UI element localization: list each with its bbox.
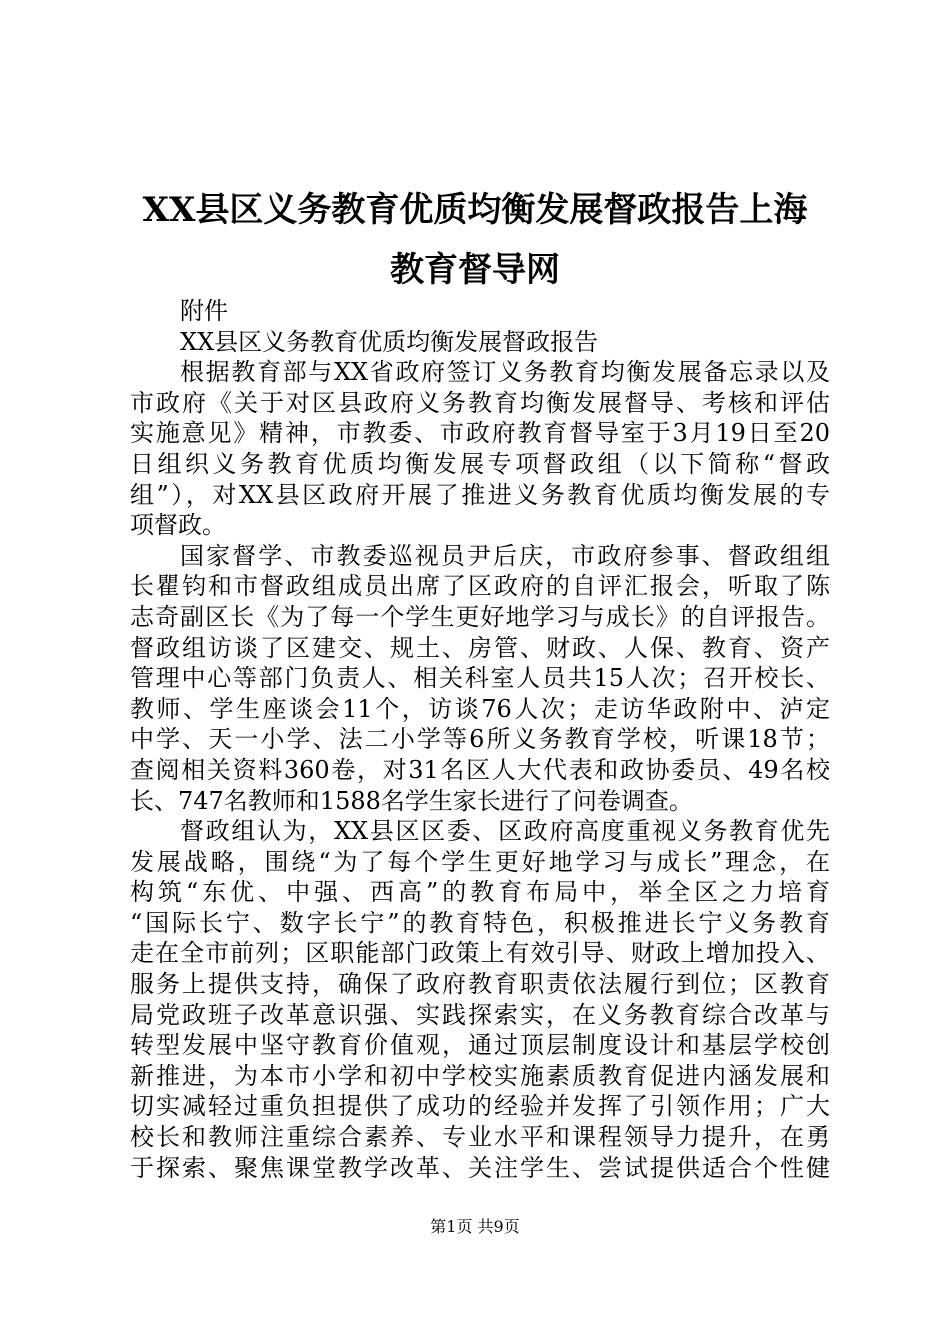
- paragraph-2-line: 长、747名教师和1588名学生家长进行了问卷调查。: [130, 786, 693, 815]
- paragraph-2-line: 志奇副区长《为了每一个学生更好地学习与成长》的自评报告。: [130, 602, 830, 631]
- paragraph-2-line: 国家督学、市教委巡视员尹后庆，市政府参事、督政组组: [180, 541, 830, 570]
- paragraph-3-line: 校长和教师注重综合素养、专业水平和课程领导力提升，在勇: [130, 1123, 830, 1152]
- paragraph-3-line: 转型发展中坚守教育价值观，通过顶层制度设计和基层学校创: [130, 1031, 830, 1060]
- paragraph-1-line: 根据教育部与XX省政府签订义务教育均衡发展备忘录以及: [180, 358, 830, 387]
- document-title-line-1: XX县区义务教育优质均衡发展督政报告上海: [142, 190, 808, 230]
- paragraph-3-line: “国际长宁、数字长宁”的教育特色，积极推进长宁义务教育: [130, 908, 830, 937]
- paragraph-2-line: 管理中心等部门负责人、相关科室人员共15人次；召开校长、: [130, 664, 830, 693]
- paragraph-3-line: 督政组认为，XX县区区委、区政府高度重视义务教育优先: [180, 817, 830, 846]
- paragraph-2-line: 教师、学生座谈会11个，访谈76人次；走访华政附中、泸定: [130, 694, 830, 723]
- document-body: [130, 296, 830, 1183]
- attachment-label: 附件: [180, 297, 228, 325]
- paragraph-3-line: 局党政班子改革意识强、实践探索实，在义务教育综合改革与: [130, 1000, 830, 1029]
- paragraph-1-line: 实施意见》精神，市教委、市政府教育督导室于3月19日至20: [130, 419, 830, 448]
- paragraph-3-line: 构筑“东优、中强、西高”的教育布局中，举全区之力培育: [130, 878, 830, 907]
- paragraph-2-line: 中学、天一小学、法二小学等6所义务教育学校，听课18节；: [130, 725, 830, 754]
- paragraph-1-line: 组”），对XX县区政府开展了推进义务教育优质均衡发展的专: [130, 480, 830, 509]
- paragraph-1-line: 项督政。: [130, 511, 226, 540]
- paragraph-3-line: 服务上提供支持，确保了政府教育职责依法履行到位；区教育: [130, 970, 830, 999]
- paragraph-2-line: 长瞿钧和市督政组成员出席了区政府的自评汇报会，听取了陈: [130, 572, 830, 601]
- paragraph-3-line: 走在全市前列；区职能部门政策上有效引导、财政上增加投入、: [130, 939, 830, 968]
- paragraph-1-line: 日组织义务教育优质均衡发展专项督政组（以下简称“督政: [130, 449, 830, 478]
- report-subtitle: XX县区义务教育优质均衡发展督政报告: [180, 327, 599, 356]
- paragraph-2-line: 查阅相关资料360卷，对31名区人大代表和政协委员、49名校: [130, 755, 830, 784]
- paragraph-1-line: 市政府《关于对区县政府义务教育均衡发展督导、考核和评估: [130, 388, 830, 417]
- document-title-line-2: 教育督导网: [390, 250, 560, 290]
- paragraph-3-line: 新推进，为本市小学和初中学校实施素质教育促进内涵发展和: [130, 1061, 830, 1090]
- paragraph-3-line: 切实减轻过重负担提供了成功的经验并发挥了引领作用；广大: [130, 1092, 830, 1121]
- page-number-footer: 第1页 共9页: [430, 1217, 520, 1236]
- paragraph-3-line: 于探索、聚焦课堂教学改革、关注学生、尝试提供适合个性健: [130, 1153, 830, 1182]
- paragraph-3-line: 发展战略，围绕“为了每个学生更好地学习与成长”理念，在: [130, 847, 830, 876]
- paragraph-2-line: 督政组访谈了区建交、规土、房管、财政、人保、教育、资产: [130, 633, 830, 662]
